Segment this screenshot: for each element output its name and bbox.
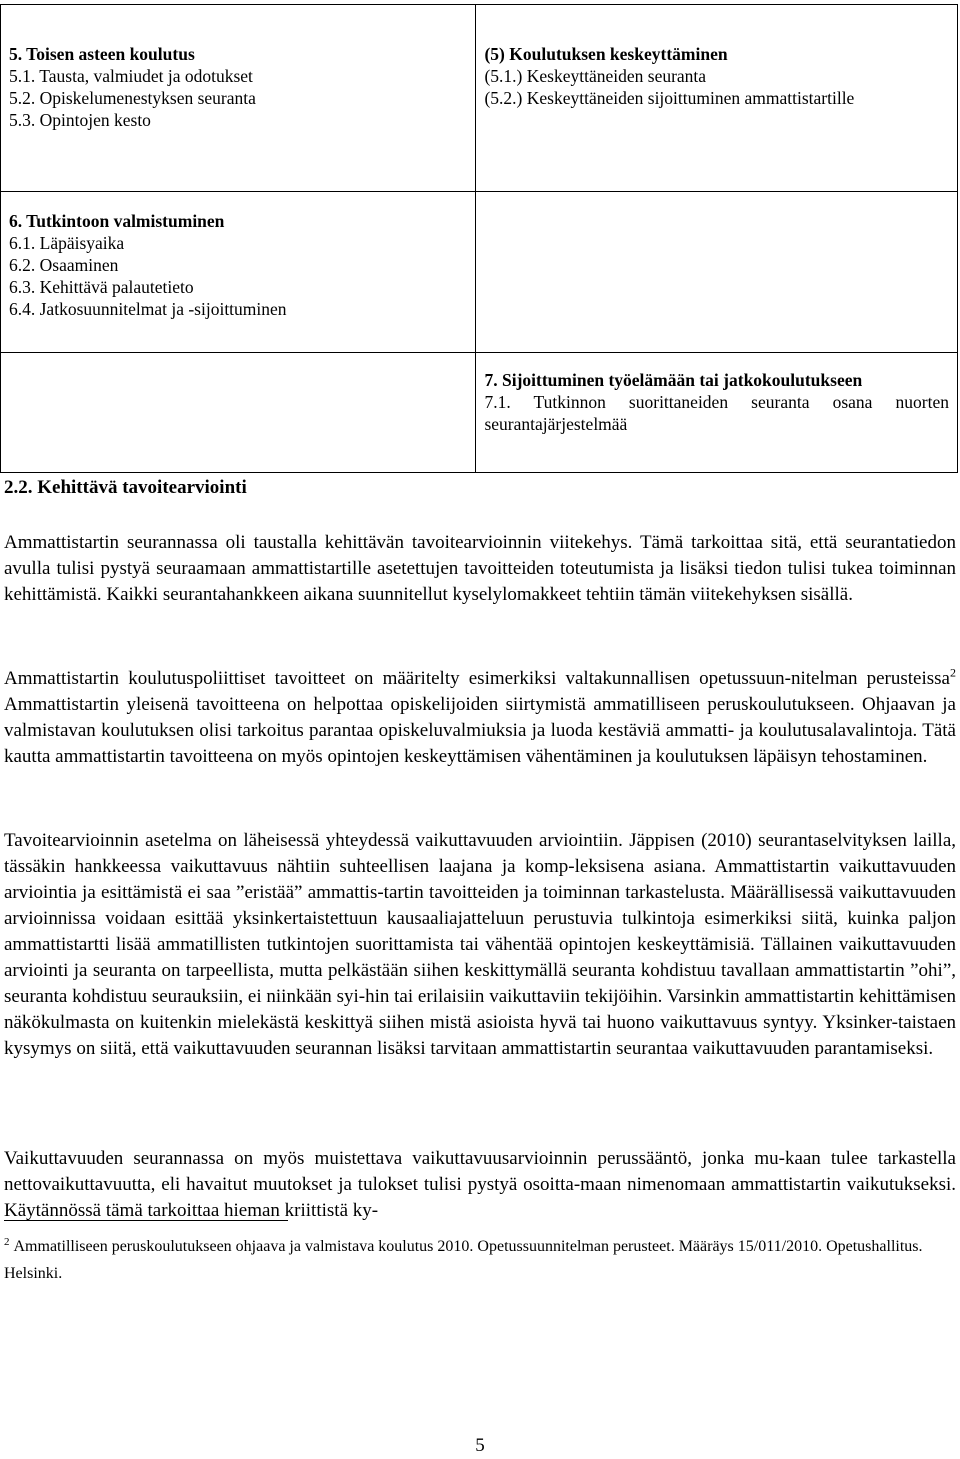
list-item: 6.4. Jatkosuunnitelmat ja -sijoittuminen	[9, 299, 287, 319]
table-cell	[1, 5, 476, 192]
paragraph-2-text-b: Ammattistartin yleisenä tavoitteena on helpottaa opiskelijoiden siirtymistä ammatilliseen peruskoulutukseen. Ohjaavan ja valmistavan koulutuksen olisi tarkoitus parantaa opiskeluvalmiuksia ja luoda kestäviä ammatti- ja koulutusalavalintoja. Tätä kautta ammattistartin tavoitteena on myös opintojen keskeyttämisen vähentäminen ja koulutuksen läpäisyn tehostaminen.	[4, 694, 956, 767]
footnote-divider	[4, 1220, 288, 1221]
table-cell	[1, 192, 476, 353]
report-structure-table	[0, 4, 958, 473]
section-6-title: 6. Tutkintoon valmistuminen	[9, 211, 225, 231]
section-7-title: 7. Sijoittuminen työelämään tai jatkokoulutukseen	[484, 370, 863, 390]
section-5-dropout-title: (5) Koulutuksen keskeyttäminen	[484, 44, 728, 64]
section-heading: 2.2. Kehittävä tavoitearviointi	[4, 477, 247, 498]
list-item-continuation: seurantajärjestelmää	[484, 414, 628, 434]
table-cell-empty	[476, 192, 958, 353]
list-item: 5.2. Opiskelumenestyksen seuranta	[9, 88, 256, 108]
page-number: 5	[475, 1435, 485, 1456]
list-item: 6.1. Läpäisyaika	[9, 233, 125, 253]
paragraph-1: Ammattistartin seurannassa oli taustalla kehittävän tavoitearvioinnin viitekehys. Tämä tarkoittaa sitä, että seurantatiedon avulla tulisi pystyä seuraamaan ammattistartille asetettujen tavoitteiden toteutumista ja lisäksi tiedon tulisi tukea toiminnan kehittämistä. Kaikki seurantahankkeen aikana suunnitellut kyselylomakkeet tehtiin tämän viitekehyksen sisällä.	[4, 532, 956, 605]
list-item: 7.1. Tutkinnon suorittaneiden seuranta osana nuorten	[484, 392, 949, 412]
section-5-title: 5. Toisen asteen koulutus	[9, 44, 195, 64]
table-cell	[476, 353, 958, 473]
list-item: (5.2.) Keskeyttäneiden sijoittuminen ammattistartille	[484, 88, 855, 108]
paragraph-2	[4, 666, 956, 770]
table-cell	[476, 5, 958, 192]
paragraph-4: Vaikuttavuuden seurannassa on myös muistettava vaikuttavuusarvioinnin perussääntö, jonka mu-kaan tulee tarkastella nettovaikuttavuutta, eli havaitut muutokset ja tulokset tulisi pystyä osoitta-maan nimenomaan ammattistartin vaikutukseksi. Käytännössä tämä tarkoittaa hieman kriittistä ky-	[4, 1148, 956, 1221]
table-row	[1, 5, 958, 192]
list-item: 5.1. Tausta, valmiudet ja odotukset	[9, 66, 253, 86]
list-item: 5.3. Opintojen kesto	[9, 110, 151, 130]
list-item: 6.3. Kehittävä palautetieto	[9, 277, 194, 297]
paragraph-2-text-a: Ammattistartin koulutuspoliittiset tavoitteet on määritelty esimerkiksi valtakunnallisen opetussuun-nitelman perusteissa	[4, 668, 950, 689]
table-cell-empty	[1, 353, 476, 473]
list-item: 6.2. Osaaminen	[9, 255, 119, 275]
table-row	[1, 192, 958, 353]
footnote	[4, 1233, 944, 1287]
list-item: (5.1.) Keskeyttäneiden seuranta	[484, 66, 707, 86]
table-row	[1, 353, 958, 473]
paragraph-3: Tavoitearvioinnin asetelma on läheisessä yhteydessä vaikuttavuuden arviointiin. Jäppisen (2010) seurantaselvityksen lailla, tässäkin hankkeessa vaikuttavuus nähtiin suhteellisen laajana ja komp-leksisena asiana. Ammattistartin vaikuttavuuden arviointia ja esittämistä ei saa ”eristää” ammattis-tartin tavoitteiden ja toiminnan tarkastelusta. Määrällisessä vaikuttavuuden arvioinnissa voidaan esittää yksinkertaistettuun kausaaliajatteluun perustuvia tulkintoja esimerkiksi siitä, kuinka paljon ammattistartti lisää ammatillisten tutkintojen suorittamista tai vähentää opintojen keskeyttämisiä. Tällainen vaikuttavuuden arviointi ja seuranta on tarpeellista, mutta pelkästään siihen keskittymällä seuranta kohdistuu tavallaan ammattistartin ”ohi”, seuranta kohdistuu seurauksiin, ei niinkään syi-hin tai erilaisiin vaikuttaviin tekijöihin. Varsinkin ammattistartin kehittämisen näkökulmasta on kuitenkin mielekästä keskittyä siihen mistä asioista hyvä tai huono vaikuttavuus syntyy. Yksinker-taistaen kysymys on siitä, että vaikuttavuuden seurannan lisäksi tarvitaan ammattistartin seurantaa vaikuttavuuden parantamiseksi.	[4, 830, 956, 1059]
footnote-text: Ammatilliseen peruskoulutukseen ohjaava ja valmistava koulutus 2010. Opetussuunnitelman perusteet. Määräys 15/011/2010. Opetushallitus. Helsinki.	[4, 1238, 923, 1282]
footnote-number: 2	[4, 1235, 10, 1248]
footnote-reference: 2	[950, 665, 956, 680]
